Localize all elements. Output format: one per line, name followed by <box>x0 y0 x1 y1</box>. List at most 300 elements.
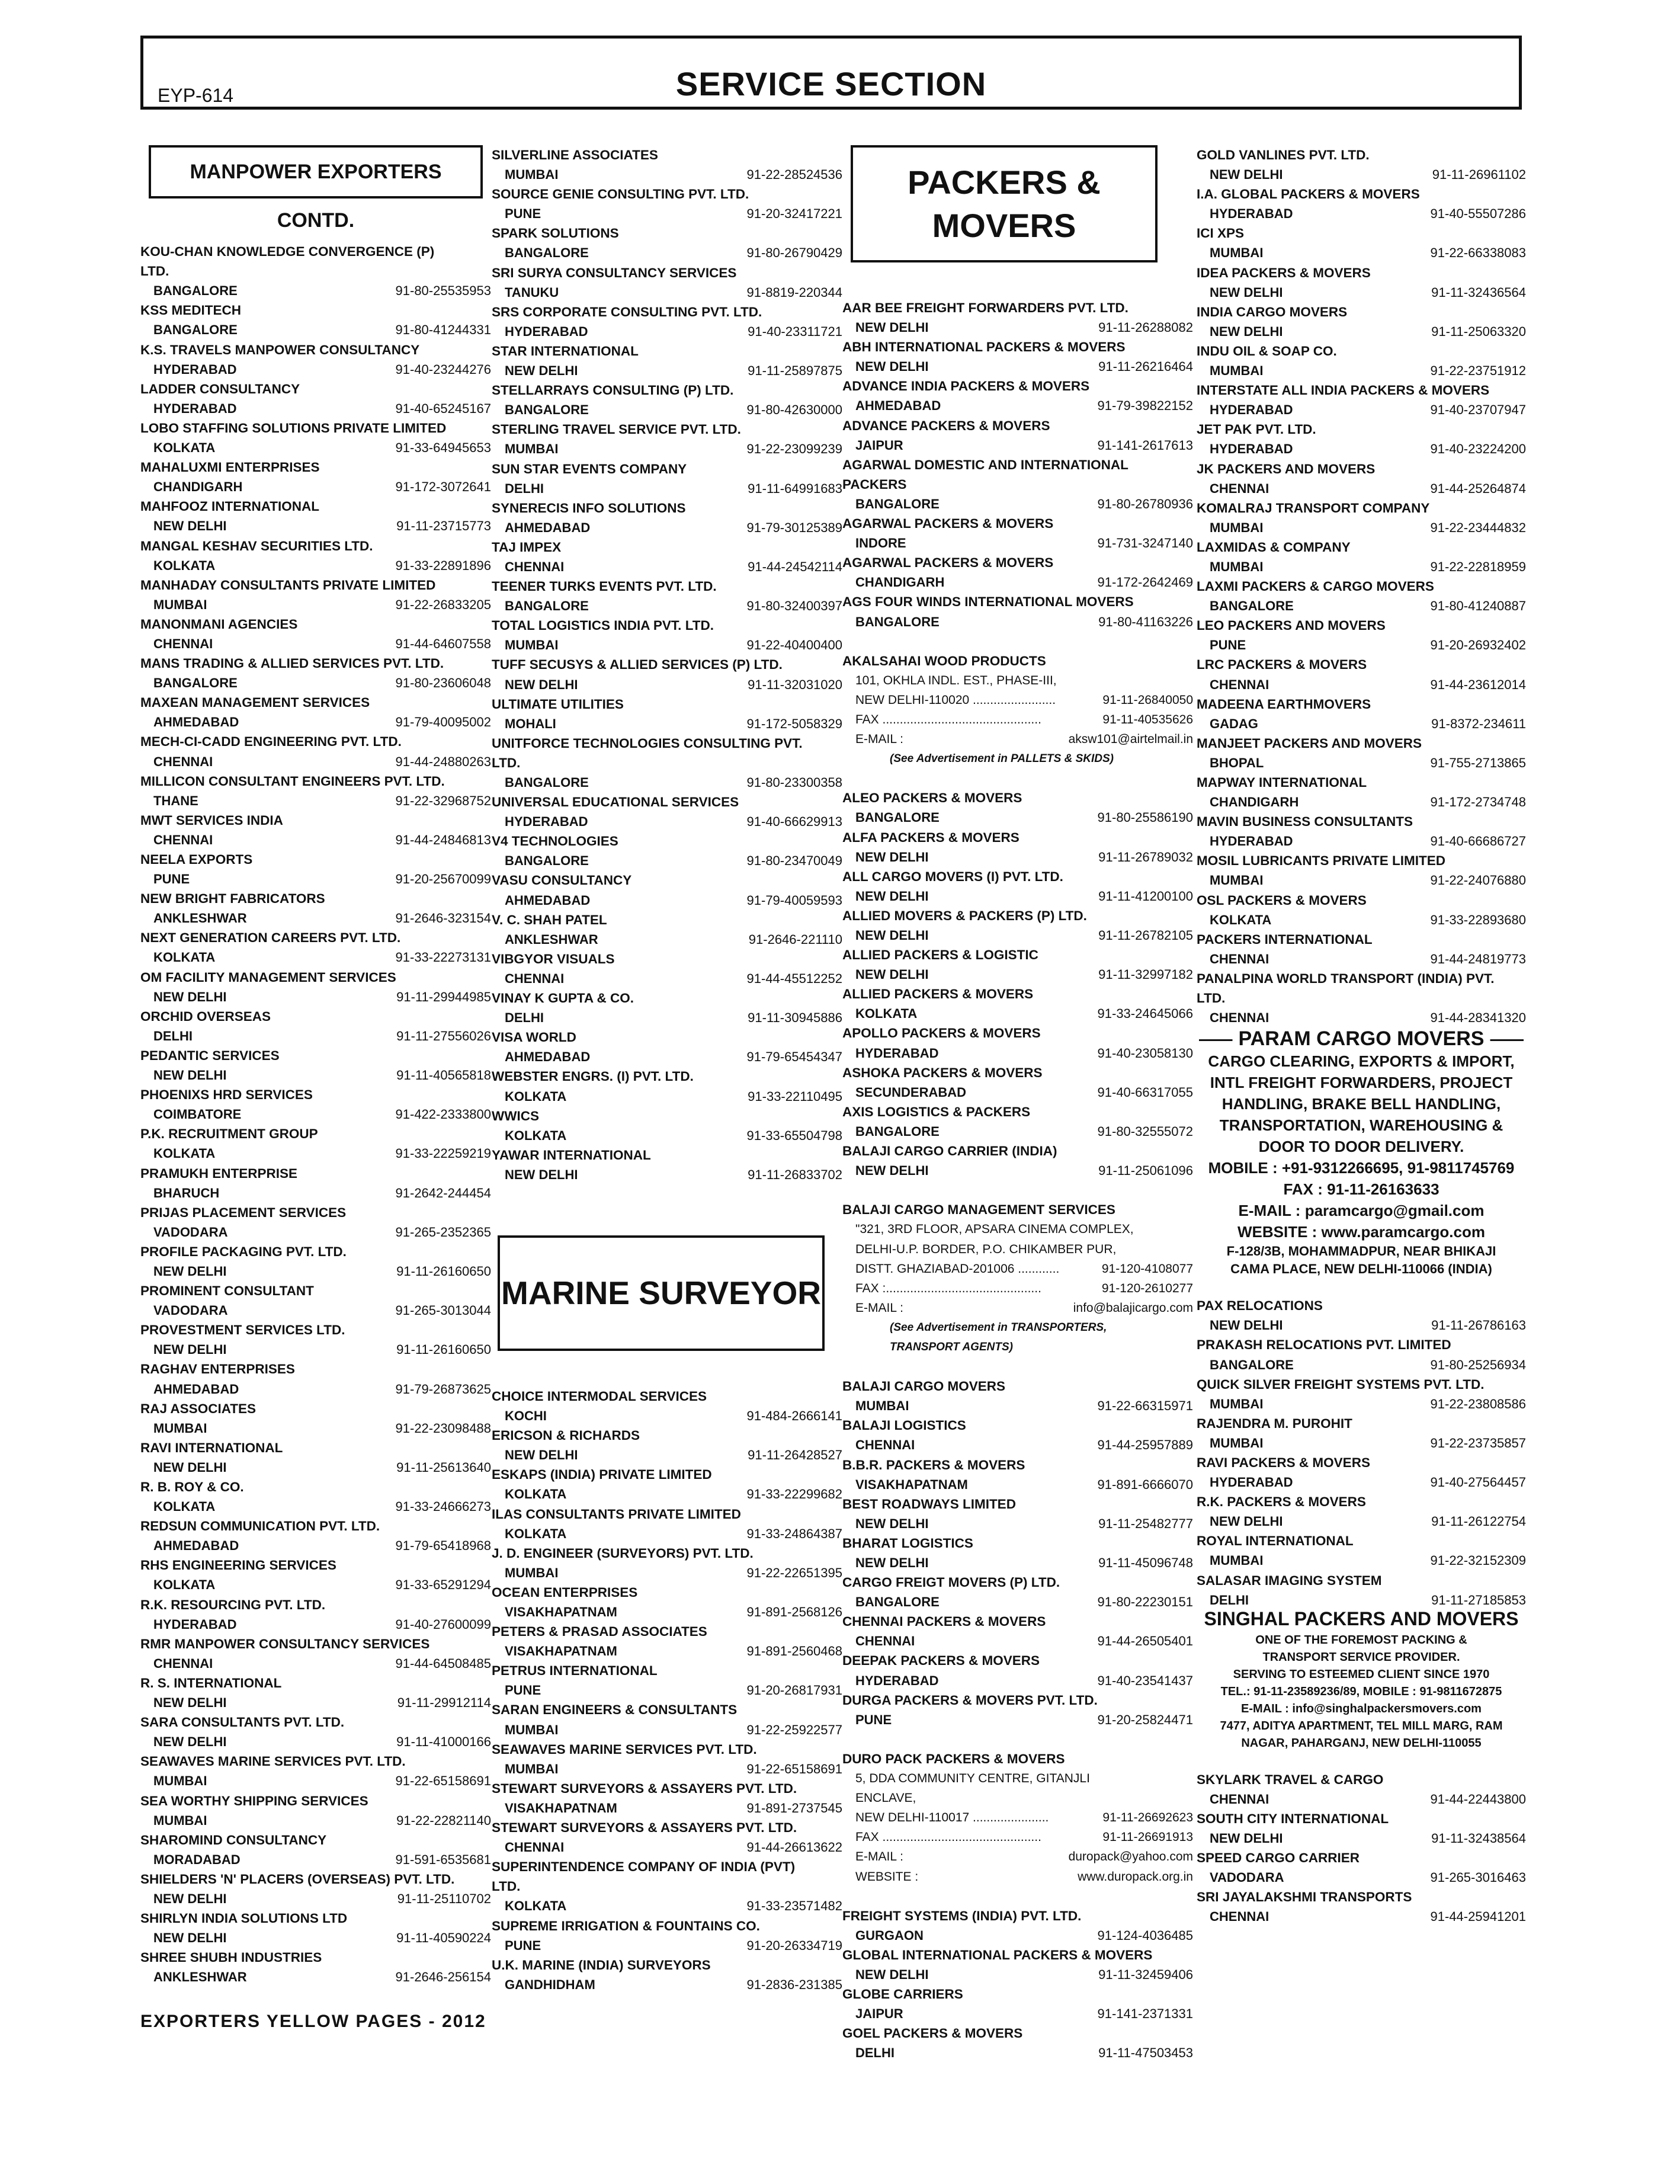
listing-name: YAWAR INTERNATIONAL <box>492 1147 651 1163</box>
listing-city: DELHI <box>1210 1592 1249 1607</box>
listing-city-row <box>1197 1315 1526 1335</box>
listing-city-row <box>140 1732 491 1751</box>
listing-phone: 91-80-41244331 <box>395 322 491 338</box>
ad-line: TRANSPORT SERVICE PROVIDER. <box>1262 1650 1460 1664</box>
listing-city-row <box>492 283 842 302</box>
listing-city-row <box>140 595 491 614</box>
listing-phone: 91-11-32997182 <box>1098 967 1193 982</box>
listing-phone: 91-11-26782105 <box>1098 928 1193 943</box>
spacer <box>842 1887 1193 1906</box>
listing-phone: 91-11-47503453 <box>1098 2045 1193 2061</box>
listing-phone: 91-80-26790429 <box>746 245 842 261</box>
listing-name: VASU CONSULTANCY <box>492 873 632 888</box>
listing-name: SUN STAR EVENTS COMPANY <box>492 461 687 476</box>
listing-city: VISAKHAPATNAM <box>505 1605 617 1619</box>
listing-city: CHENNAI <box>505 1840 565 1855</box>
listing-phone: 91-22-23808586 <box>1430 1396 1526 1411</box>
listing-city: MUMBAI <box>505 167 559 182</box>
listing-city: DELHI <box>505 481 544 496</box>
listing-name: MANHADAY CONSULTANTS PRIVATE LIMITED <box>140 577 436 593</box>
listing-phone: 91-44-25264874 <box>1430 481 1526 496</box>
listing-phone: 91-20-26817931 <box>746 1683 842 1698</box>
listing-city: GADAG <box>1210 716 1258 731</box>
listing-detail-label: E-MAIL : <box>855 1301 903 1315</box>
listing-city: NEW DELHI <box>1210 284 1283 300</box>
listing-city: PUNE <box>505 1683 541 1698</box>
listing-name: BHARAT LOGISTICS <box>842 1535 973 1551</box>
listing-city: VADODARA <box>1210 1870 1284 1885</box>
listing-name: RAGHAV ENTERPRISES <box>140 1362 295 1377</box>
listing-city-row <box>492 1008 842 1027</box>
listing-name: ULTIMATE UTILITIES <box>492 696 624 712</box>
listing-name: MWT SERVICES INDIA <box>140 812 283 828</box>
listing-city-row <box>492 812 842 831</box>
listing-phone: 91-141-2617613 <box>1097 437 1193 453</box>
listing-name: LTD. <box>140 264 169 279</box>
listing-city: DELHI <box>855 2045 894 2061</box>
listing-city-row <box>140 1301 491 1320</box>
listing-phone: 91-11-41000166 <box>396 1734 491 1750</box>
listing-phone: 91-40-23224200 <box>1430 441 1526 457</box>
listing-city: ANKLESHWAR <box>153 1970 247 1985</box>
listing-phone: 91-33-24666273 <box>395 1499 491 1514</box>
listing-city: VADODARA <box>153 1224 228 1240</box>
listing-city-row <box>1197 361 1526 380</box>
listing-city: NEW DELHI <box>1210 324 1283 339</box>
listing-city: VADODARA <box>153 1303 228 1318</box>
listing-phone: 91-40-66686727 <box>1430 834 1526 849</box>
listing-phone: 91-265-3016463 <box>1430 1870 1526 1885</box>
listing-city-row <box>140 1811 491 1830</box>
listing-city-row <box>1197 1907 1526 1926</box>
listing-city: CHANDIGARH <box>1210 795 1299 810</box>
listing-city-row <box>492 969 842 988</box>
listing-city-row <box>140 516 491 536</box>
listing-city: JAIPUR <box>855 437 903 453</box>
listing-city: CHANDIGARH <box>153 479 243 495</box>
listing-phone: 91-40-27564457 <box>1430 1475 1526 1490</box>
listing-city: BANGALORE <box>855 614 940 629</box>
listing-phone: 91-22-65158691 <box>395 1773 491 1789</box>
listing-detail-value: 91-11-26691913 <box>1102 1830 1193 1844</box>
page-title: SERVICE SECTION <box>675 65 987 103</box>
listing-city-row <box>492 1798 842 1818</box>
listing-city: NEW DELHI <box>505 363 578 379</box>
listing-phone: 91-80-41163226 <box>1098 614 1193 629</box>
listing-name: OM FACILITY MANAGEMENT SERVICES <box>140 969 396 985</box>
listing-name: INDU OIL & SOAP CO. <box>1197 343 1337 358</box>
listing-detail-row <box>842 1279 1193 1298</box>
listing-city: MUMBAI <box>1210 559 1264 574</box>
listing-city-row <box>1197 400 1526 419</box>
listing-city: BANGALORE <box>855 1594 940 1610</box>
listing-name: R. B. ROY & CO. <box>140 1480 244 1494</box>
listing-city: HYDERABAD <box>153 401 237 416</box>
listing-phone: 91-22-66338083 <box>1430 245 1526 261</box>
listing-city-row <box>140 1654 491 1673</box>
listing-city: CHENNAI <box>1210 1791 1269 1807</box>
spacer <box>842 1357 1193 1376</box>
listing-city: NEW DELHI <box>153 1930 227 1946</box>
listing-city-row <box>1197 949 1526 969</box>
listing-name: PETRUS INTERNATIONAL <box>492 1663 658 1679</box>
listing-city: HYDERABAD <box>855 1045 939 1061</box>
listing-city: KOCHI <box>505 1408 547 1424</box>
listing-address: 101, OKHLA INDL. EST., PHASE-III, <box>855 673 1057 687</box>
listing-name: NEW BRIGHT FABRICATORS <box>140 891 325 907</box>
listing-name: PROMINENT CONSULTANT <box>140 1283 314 1299</box>
listing-name: SHREE SHUBH INDUSTRIES <box>140 1950 322 1965</box>
listing-name: RAVI PACKERS & MOVERS <box>1197 1455 1370 1470</box>
listing-city: CHENNAI <box>1210 1909 1269 1924</box>
listing-city: NEW DELHI <box>1210 1318 1283 1333</box>
ad-line: DOOR TO DOOR DELIVERY. <box>1258 1138 1464 1156</box>
listing-phone: 91-20-26334719 <box>746 1938 842 1953</box>
listing-phone: 91-141-2371331 <box>1097 2006 1193 2022</box>
listing-name: SRI SURYA CONSULTANCY SERVICES <box>492 265 737 280</box>
listing-name: LOBO STAFFING SOLUTIONS PRIVATE LIMITED <box>140 420 447 435</box>
listing-city-row <box>492 243 842 262</box>
listing-city: NEW DELHI <box>855 1163 929 1179</box>
listing-phone: 91-11-27185853 <box>1431 1592 1526 1607</box>
listing-city-row <box>842 612 1193 632</box>
listing-name: ORCHID OVERSEAS <box>140 1008 271 1024</box>
listing-city: KOLKATA <box>505 1526 567 1541</box>
listing-phone: 91-22-66315971 <box>1097 1398 1193 1414</box>
listing-name: SHAROMIND CONSULTANCY <box>140 1832 327 1847</box>
listing-phone: 91-22-23444832 <box>1430 520 1526 535</box>
listing-detail-row <box>842 710 1193 729</box>
listing-phone: 91-22-22821140 <box>396 1812 491 1828</box>
listing-city: PUNE <box>505 206 541 222</box>
listing-city-row <box>492 1563 842 1583</box>
listing-city-row <box>1197 831 1526 851</box>
listing-city: NEW DELHI <box>153 518 227 534</box>
listing-name: KOU-CHAN KNOWLEDGE CONVERGENCE (P) <box>140 244 435 260</box>
listing-name: LRC PACKERS & MOVERS <box>1197 657 1367 673</box>
listing-phone: 91-40-65245167 <box>395 401 491 416</box>
listing-city-row <box>842 1396 1193 1416</box>
listing-name: SRI JAYALAKSHMI TRANSPORTS <box>1197 1890 1412 1905</box>
advertisement-note: TRANSPORT AGENTS) <box>890 1340 1013 1353</box>
listing-phone: 91-33-22273131 <box>395 950 491 965</box>
section-heading: MANPOWER EXPORTERS CONTD. <box>149 145 483 198</box>
listing-name: MANONMANI AGENCIES <box>140 616 298 632</box>
listing-city: MUMBAI <box>153 1420 207 1436</box>
listing-name: WEBSTER ENGRS. (I) PVT. LTD. <box>492 1069 694 1084</box>
listing-phone: 91-44-26613622 <box>746 1840 842 1855</box>
listing-city-row <box>842 1592 1193 1612</box>
listing-city: ANKLESHWAR <box>153 911 247 926</box>
listing-name: LAXMI PACKERS & CARGO MOVERS <box>1197 579 1434 594</box>
listing-city: NEW DELHI <box>855 849 929 864</box>
listing-name: CARGO FREIGT MOVERS (P) LTD. <box>842 1575 1060 1590</box>
listing-name: MAVIN BUSINESS CONSULTANTS <box>1197 814 1413 830</box>
listing-name: PRAKASH RELOCATIONS PVT. LIMITED <box>1197 1337 1451 1353</box>
listing-phone: 91-44-24846813 <box>395 832 491 847</box>
ad-title: SINGHAL PACKERS AND MOVERS <box>1198 1610 1524 1628</box>
listing-name: APOLLO PACKERS & MOVERS <box>842 1026 1041 1041</box>
listing-name: QUICK SILVER FREIGHT SYSTEMS PVT. LTD. <box>1197 1376 1485 1392</box>
listing-city-row <box>140 320 491 340</box>
listing-city: KOLKATA <box>153 950 216 965</box>
listing-name: ABH INTERNATIONAL PACKERS & MOVERS <box>842 340 1126 355</box>
listing-phone: 91-22-22818959 <box>1430 559 1526 574</box>
listing-city: HYDERABAD <box>1210 834 1293 849</box>
ad-line: FAX : 91-11-26163633 <box>1283 1180 1439 1199</box>
listing-city: CHENNAI <box>505 559 565 574</box>
listing-city: CHENNAI <box>1210 1010 1269 1026</box>
listing-phone: 91-22-28524536 <box>746 167 842 182</box>
listing-city-row <box>140 1183 491 1203</box>
listing-phone: 91-80-22230151 <box>1097 1594 1193 1610</box>
listing-detail-value: info@balajicargo.com <box>1073 1301 1193 1315</box>
listing-city-row <box>1197 1394 1526 1414</box>
listing-name: SILVERLINE ASSOCIATES <box>492 148 658 162</box>
listing-city-row <box>842 1435 1193 1455</box>
listing-phone: 91-80-41240887 <box>1430 598 1526 614</box>
listing-phone: 91-11-32459406 <box>1098 1967 1193 1982</box>
listing-city: NEW DELHI <box>505 1167 578 1182</box>
listing-phone: 91-80-32400397 <box>746 598 842 614</box>
listing-city-row <box>492 891 842 910</box>
param-cargo-ad <box>1199 1027 1524 1278</box>
listing-city: NEW DELHI <box>153 1342 227 1357</box>
listing-phone: 91-40-23311721 <box>748 324 842 339</box>
listing-city-row <box>1197 1551 1526 1570</box>
listing-city: AHMEDABAD <box>505 520 591 535</box>
listing-name: ERICSON & RICHARDS <box>492 1428 640 1443</box>
listing-phone: 91-11-45096748 <box>1098 1555 1193 1570</box>
listing-city: MUMBAI <box>1210 245 1264 261</box>
column-1 <box>140 145 491 1987</box>
listing-city: MUMBAI <box>1210 1435 1264 1450</box>
listing-phone: 91-33-65291294 <box>395 1577 491 1593</box>
listing-name: SHIRLYN INDIA SOLUTIONS LTD <box>140 1911 348 1926</box>
listing-name: PACKERS <box>842 476 907 492</box>
listing-city-row <box>1197 910 1526 930</box>
listing-city-row <box>1197 596 1526 616</box>
listing-phone: 91-33-22893680 <box>1430 912 1526 927</box>
listing-phone: 91-79-65418968 <box>395 1538 491 1554</box>
listing-name: BALAJI CARGO CARRIER (INDIA) <box>842 1144 1057 1159</box>
listing-name: SKYLARK TRAVEL & CARGO <box>1197 1772 1384 1787</box>
listing-phone: 91-22-32968752 <box>395 793 491 808</box>
listing-phone: 91-22-40400400 <box>746 638 842 653</box>
listing-city-row <box>1197 518 1526 537</box>
ad-line: HANDLING, BRAKE BELL HANDLING, <box>1221 1095 1501 1113</box>
listing-city: MUMBAI <box>153 1812 207 1828</box>
listing-phone: 91-80-25535953 <box>395 283 491 299</box>
listing-city-row <box>140 1144 491 1163</box>
listing-name: V4 TECHNOLOGIES <box>492 834 618 849</box>
listing-name: MAXEAN MANAGEMENT SERVICES <box>140 695 370 710</box>
listing-city: CHENNAI <box>505 971 565 986</box>
listing-city-row <box>140 908 491 928</box>
listing-name: ALLIED PACKERS & MOVERS <box>842 987 1034 1002</box>
listing-detail-label: WEBSITE : <box>855 1869 919 1884</box>
spacer <box>842 1180 1193 1200</box>
listing-detail-row <box>842 729 1193 749</box>
listing-phone: 91-265-2352365 <box>395 1224 491 1240</box>
listing-city: BANGALORE <box>153 675 238 691</box>
listing-city-row <box>842 1631 1193 1651</box>
listing-phone: 91-2642-244454 <box>395 1185 491 1200</box>
ad-line: MOBILE : +91-9312266695, 91-9811745769 <box>1208 1159 1515 1177</box>
listing-name: AXIS LOGISTICS & PACKERS <box>842 1104 1031 1119</box>
listing-name: PRAMUKH ENTERPRISE <box>140 1165 298 1181</box>
listing-phone: 91-124-4036485 <box>1097 1927 1193 1943</box>
listing-phone: 91-33-22299682 <box>746 1487 842 1502</box>
listing-name: MILLICON CONSULTANT ENGINEERS PVT. LTD. <box>140 773 445 789</box>
listing-city: CHENNAI <box>153 754 213 769</box>
listing-phone: 91-22-32152309 <box>1430 1553 1526 1568</box>
listing-phone: 91-80-25256934 <box>1430 1357 1526 1372</box>
listing-city-row <box>842 1043 1193 1063</box>
listing-phone: 91-33-23571482 <box>746 1898 842 1914</box>
listing-city: MOHALI <box>505 716 556 731</box>
listing-name: LAXMIDAS & COMPANY <box>1197 539 1351 555</box>
listing-name: ALL CARGO MOVERS (I) PVT. LTD. <box>842 869 1063 884</box>
listing-city: KOLKATA <box>1210 912 1272 927</box>
listing-name: DEEPAK PACKERS & MOVERS <box>842 1653 1040 1669</box>
column-2 <box>492 145 842 1994</box>
listing-name: SEA WORTHY SHIPPING SERVICES <box>140 1793 368 1808</box>
listing-city-row <box>140 752 491 771</box>
listing-phone: 91-44-25957889 <box>1097 1437 1193 1453</box>
listing-city-row <box>140 673 491 693</box>
listing-detail-value: www.duropack.org.in <box>1078 1869 1193 1884</box>
listing-phone: 91-79-39822152 <box>1097 398 1193 414</box>
listing-city-row <box>140 281 491 300</box>
listing-name: STEWART SURVEYORS & ASSAYERS PVT. LTD. <box>492 1820 797 1836</box>
listing-name: MAHFOOZ INTERNATIONAL <box>140 499 320 514</box>
listing-name: SEAWAVES MARINE SERVICES PVT. LTD. <box>492 1741 757 1757</box>
listing-phone: 91-80-23606048 <box>395 675 491 691</box>
listing-city-row <box>140 1026 491 1046</box>
listing-city-row <box>492 930 842 949</box>
listing-phone: 91-33-64945653 <box>395 440 491 456</box>
listing-city-row <box>140 634 491 654</box>
listing-city: MUMBAI <box>1210 1553 1264 1568</box>
listing-city: HYDERABAD <box>505 814 588 830</box>
spacer <box>842 768 1193 788</box>
listing-city: THANE <box>153 793 198 808</box>
listing-name: PAX RELOCATIONS <box>1197 1298 1323 1314</box>
listing-city-row <box>492 1047 842 1067</box>
listing-city: CHENNAI <box>153 1655 213 1671</box>
listing-phone: 91-40-66317055 <box>1097 1084 1193 1100</box>
listing-name: GLOBE CARRIERS <box>842 1987 963 2002</box>
listing-city-row <box>492 675 842 694</box>
listing-name: WWICS <box>492 1108 539 1123</box>
listing-city-row <box>1197 753 1526 773</box>
listing-city-row <box>1197 1789 1526 1809</box>
listing-name: BALAJI LOGISTICS <box>842 1418 966 1433</box>
listing-city-row <box>842 1004 1193 1023</box>
listing-city-row <box>492 714 842 734</box>
listing-phone: 91-11-26288082 <box>1098 320 1193 335</box>
listing-phone: 91-11-25482777 <box>1098 1516 1193 1531</box>
listing-city-row <box>1197 1355 1526 1375</box>
listing-name: SYNERECIS INFO SOLUTIONS <box>492 500 686 515</box>
listing-name: CHENNAI PACKERS & MOVERS <box>842 1614 1046 1629</box>
listing-phone: 91-11-32438564 <box>1431 1831 1526 1846</box>
listing-city: MUMBAI <box>1210 1396 1264 1411</box>
listing-phone: 91-44-25941201 <box>1430 1909 1526 1924</box>
advertisement-note: (See Advertisement in PALLETS & SKIDS) <box>890 752 1114 766</box>
listing-name: PROFILE PACKAGING PVT. LTD. <box>140 1244 347 1259</box>
listing-city: DELHI <box>505 1010 544 1026</box>
listing-name: ESKAPS (INDIA) PRIVATE LIMITED <box>492 1467 712 1482</box>
listing-phone: 91-172-2642469 <box>1097 575 1193 590</box>
ad-line: TEL.: 91-11-23589236/89, MOBILE : 91-9811672875 <box>1220 1685 1502 1698</box>
listing-city-row <box>842 572 1193 592</box>
listing-city: KOLKATA <box>153 1577 216 1593</box>
listing-phone: 91-591-6535681 <box>395 1852 491 1867</box>
listing-phone: 91-11-26786163 <box>1431 1318 1526 1333</box>
listing-phone: 91-44-64607558 <box>395 636 491 651</box>
listing-phone: 91-2646-256154 <box>395 1970 491 1985</box>
listing-city: GANDHIDHAM <box>505 1977 595 1992</box>
listing-city: JAIPUR <box>855 2006 903 2022</box>
ad-line: NAGAR, PAHARGANJ, NEW DELHI-110055 <box>1241 1736 1482 1750</box>
listing-name: MECH-CI-CADD ENGINEERING PVT. LTD. <box>140 734 402 750</box>
listing-city: NEW DELHI <box>505 677 578 692</box>
listing-name: ASHOKA PACKERS & MOVERS <box>842 1065 1043 1080</box>
listing-city: NEW DELHI <box>855 359 929 374</box>
listing-name: STERLING TRAVEL SERVICE PVT. LTD. <box>492 422 741 437</box>
listing-phone: 91-2836-231385 <box>746 1977 842 1992</box>
listing-name: SEAWAVES MARINE SERVICES PVT. LTD. <box>140 1754 406 1769</box>
listing-address: ENCLAVE, <box>855 1791 916 1805</box>
ad-line: TRANSPORTATION, WAREHOUSING & <box>1219 1116 1503 1135</box>
listing-city-row <box>492 1602 842 1622</box>
listing-city: CHENNAI <box>855 1437 915 1453</box>
listing-city: MUMBAI <box>855 1398 909 1414</box>
listing-name: ADVANCE INDIA PACKERS & MOVERS <box>842 379 1090 394</box>
listing-city: HYDERABAD <box>153 1616 237 1632</box>
listing-city-row <box>1197 1433 1526 1453</box>
listing-phone: 91-755-2713865 <box>1430 755 1526 770</box>
listing-name: PHOENIXS HRD SERVICES <box>140 1087 313 1103</box>
listing-phone: 91-22-65158691 <box>746 1761 842 1776</box>
listing-city-row <box>140 1967 491 1987</box>
listing-phone: 91-40-66629913 <box>746 814 842 830</box>
listing-phone: 91-891-6666070 <box>1097 1477 1193 1492</box>
page-header <box>140 36 1522 110</box>
listing-city: MUMBAI <box>1210 873 1264 888</box>
listing-name: AGARWAL DOMESTIC AND INTERNATIONAL <box>842 457 1128 472</box>
listing-name: SOUTH CITY INTERNATIONAL <box>1197 1811 1389 1826</box>
listing-name: FREIGHT SYSTEMS (INDIA) PVT. LTD. <box>842 1908 1082 1923</box>
listing-city: BANGALORE <box>153 283 238 299</box>
listing-phone: 91-8372-234611 <box>1431 716 1526 731</box>
listing-city-row <box>1197 1590 1526 1610</box>
listing-city-row <box>842 1553 1193 1573</box>
listing-city: HYDERABAD <box>855 1673 939 1688</box>
listing-phone: 91-40-23058130 <box>1097 1045 1193 1061</box>
listing-name: STAR INTERNATIONAL <box>492 343 639 358</box>
listing-city-row <box>842 1122 1193 1141</box>
listing-city: BANGALORE <box>505 402 589 418</box>
listing-name: V. C. SHAH PATEL <box>492 912 607 927</box>
listing-city-row <box>842 494 1193 514</box>
listing-city: NEW DELHI <box>855 1555 929 1570</box>
listing-city: MUMBAI <box>153 597 207 612</box>
listing-phone: 91-44-22443800 <box>1430 1791 1526 1807</box>
listing-name: I.A. GLOBAL PACKERS & MOVERS <box>1197 187 1420 202</box>
